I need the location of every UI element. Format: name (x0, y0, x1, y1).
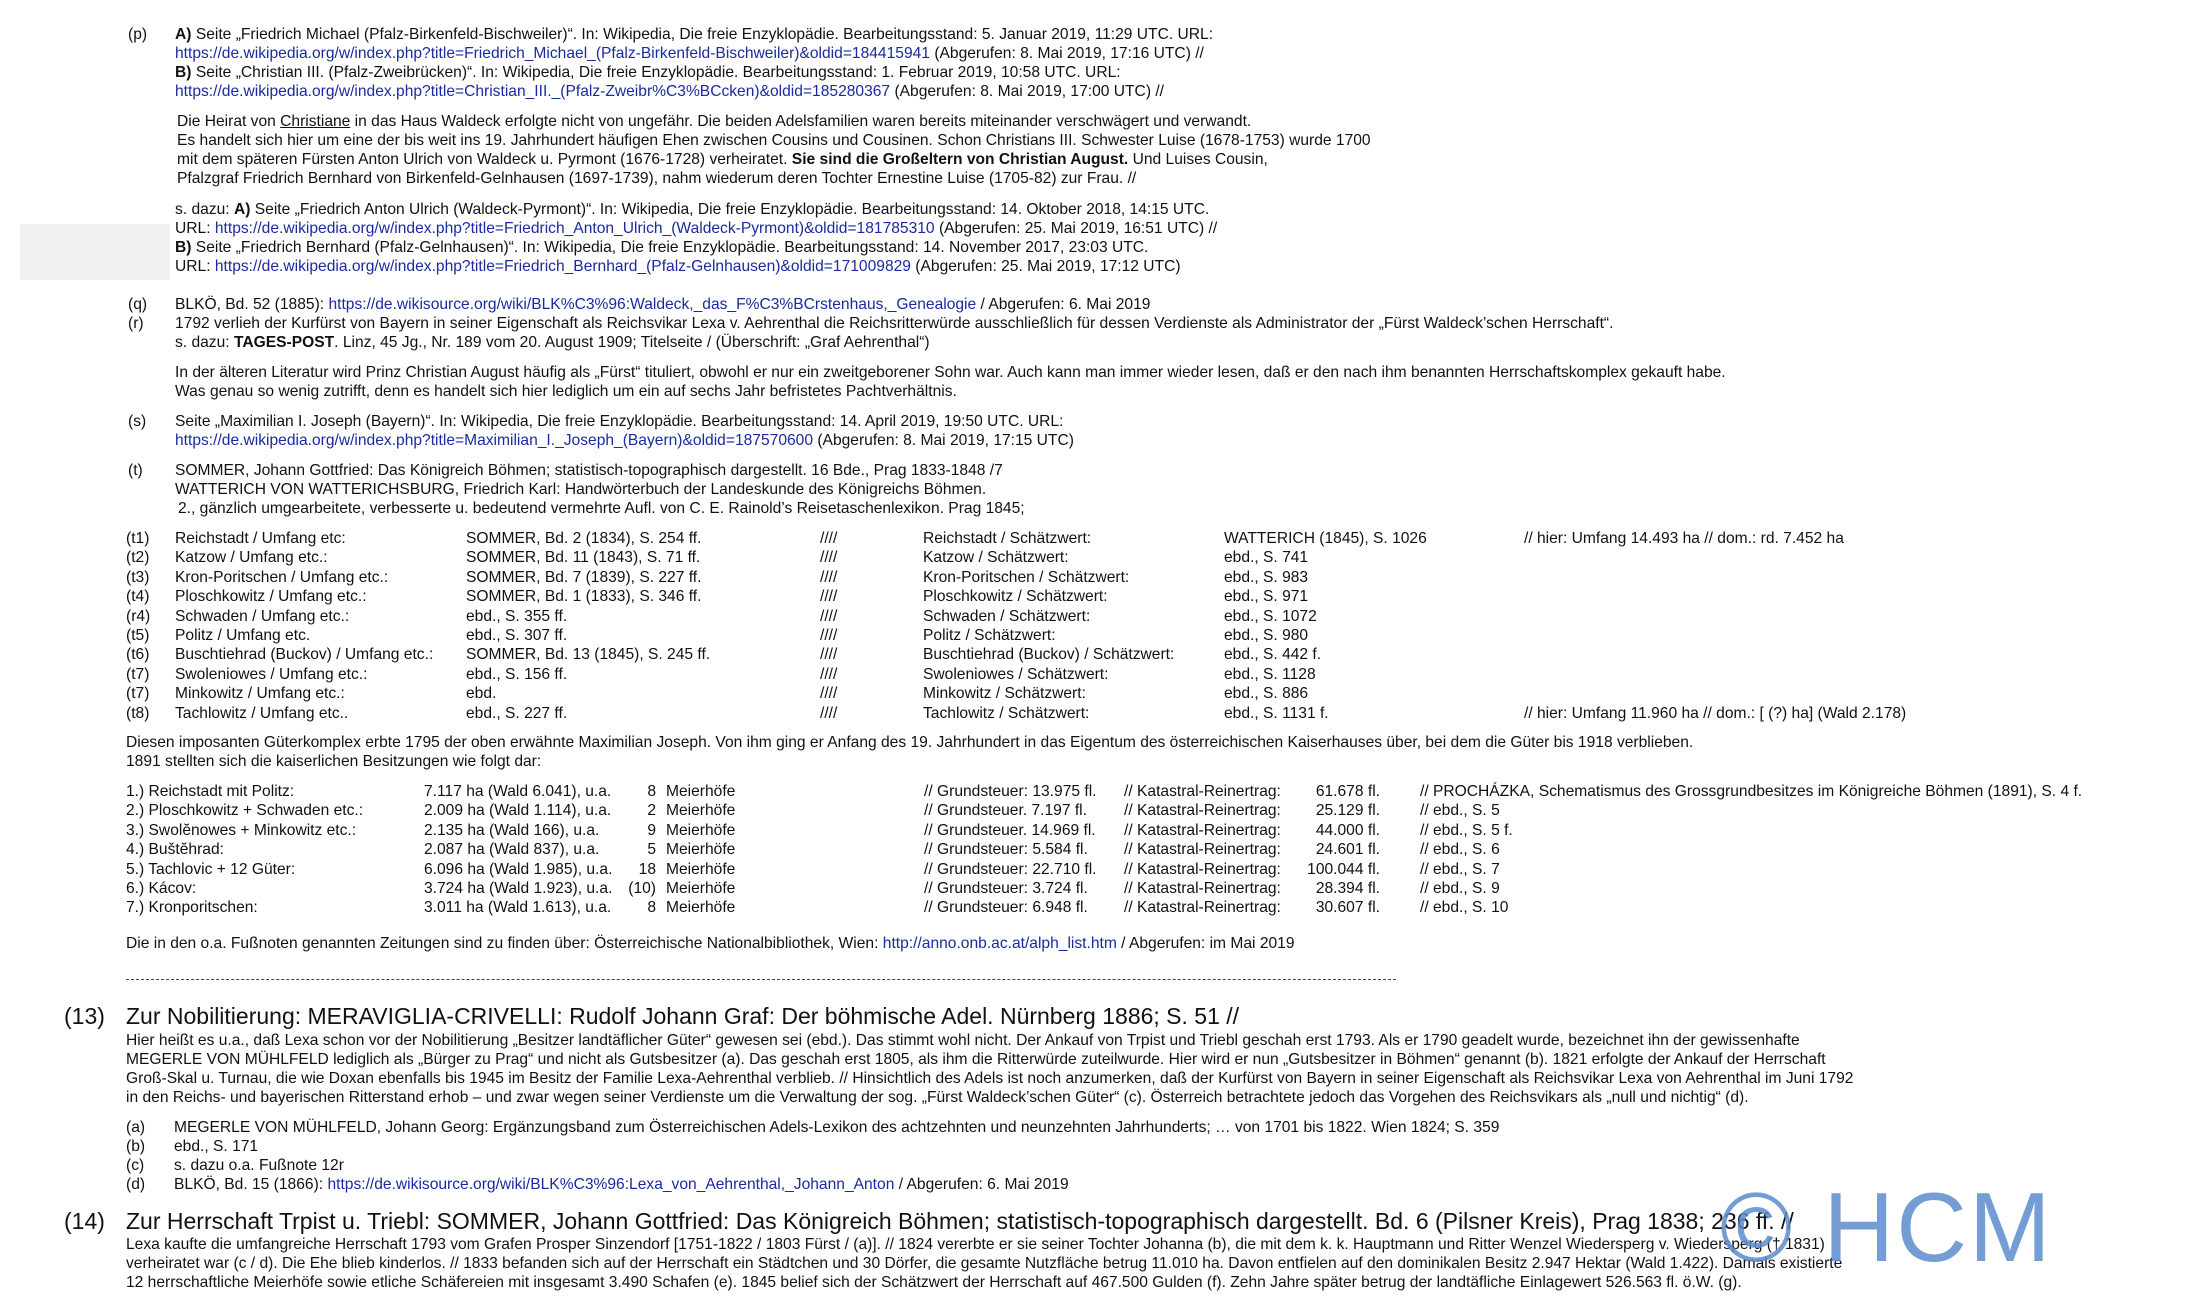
p-sdazu-a (175, 201, 1209, 219)
footnote-14-heading: Zur Herrschaft Trpist u. Triebl: SOMMER, Johann Gottfried: Das Königreich Böhmen; statistisch-topographisch dargestellt. Bd. 6 (Pilsner Kreis), Prag 1838; 236 ff. // (126, 1208, 1794, 1234)
t-row-note: // hier: Umfang 11.960 ha // dom.: [ (?) ha] (Wald 2.178) (1524, 704, 1907, 722)
t-row-separator: //// (820, 704, 838, 722)
estate-source: // ebd., S. 10 (1420, 899, 1509, 917)
p-b-after: (Abgerufen: 8. Mai 2019, 17:00 UTC) // (890, 83, 1165, 100)
link-maximilian-joseph[interactable]: https://de.wikipedia.org/w/index.php?title=Maximilian_I._Joseph_(Bayern)&oldid=187570600 (175, 432, 814, 449)
fn13-ref-b-label: (b) (126, 1138, 146, 1155)
fn14-line-3: 12 herrschaftliche Meierhöfe sowie etliche Schäfereien mit insgesamt 3.490 Schafen (e). 1845 belief sich der Schätzwert der Herrschaft auf 467.500 Gulden (f). Zehn Jahre später betrug der landtäfliche Einlagewert 526.563 fl. ö.W. (g). (126, 1274, 1742, 1291)
footnote-s-line-2 (175, 432, 1074, 450)
t-row-name2: Katzow / Schätzwert: (923, 549, 1069, 567)
link-anno-onb[interactable]: http://anno.onb.ac.at/alph_list.htm (882, 935, 1117, 952)
t-row-source: SOMMER, Bd. 7 (1839), S. 227 ff. (466, 568, 702, 586)
t-row-separator: //// (820, 549, 838, 567)
footnote-t-label: (t) (128, 462, 143, 479)
url-label: URL: (175, 220, 215, 237)
link-friedrich-anton-ulrich[interactable]: https://de.wikipedia.org/w/index.php?title=Friedrich_Anton_Ulrich_(Waldeck-Pyrmont)&oldid=181785310 (214, 220, 935, 237)
estate-grundsteuer: // Grundsteuer. 7.197 fl. (924, 802, 1087, 820)
estate-source: // ebd., S. 7 (1420, 860, 1500, 878)
r-line2-post: . Linz, 45 Jg., Nr. 189 vom 20. August 1909; Titelseite / (Überschrift: „Graf Aehrenthal“) (334, 334, 930, 351)
estate-katastral-label: // Katastral-Reinertrag: (1124, 783, 1281, 800)
t-row-separator: //// (820, 530, 838, 547)
estate-area: 2.087 ha (Wald 837), u.a. (424, 841, 600, 859)
background-shade (20, 224, 170, 280)
sdazu-a-after: (Abgerufen: 25. Mai 2019, 16:51 UTC) // (934, 220, 1218, 237)
footnote-s-label: (s) (128, 413, 147, 430)
t-row-name: Buschtiehrad (Buckov) / Umfang etc.: (175, 646, 434, 664)
t-row-source2: ebd., S. 971 (1224, 588, 1309, 606)
link-blko-lexa[interactable]: https://de.wikisource.org/wiki/BLK%C3%96:Lexa_von_Aehrenthal,_Johann_Anton (327, 1176, 895, 1193)
zeitungen-after: / Abgerufen: im Mai 2019 (1116, 935, 1295, 952)
p-paragraph-line-3 (177, 151, 1268, 169)
marker-b: B) (175, 64, 192, 81)
estate-grundsteuer: // Grundsteuer: 13.975 fl. (924, 783, 1097, 800)
t-row-source: ebd., S. 227 ff. (466, 704, 568, 722)
fn13-line-4: in den Reichs- und bayerischen Ritterstand erhob – und zwar wegen seiner Verdienste um die Verwaltung der sog. „Fürst Waldeck’schen Güter“ (c). Österreich betrachtete jedoch das Vorgehen des Reichsvikars als „null und nichtig“ (d). (126, 1089, 1749, 1106)
estate-area: 2.009 ha (Wald 1.114), u.a. (424, 802, 612, 820)
p-paragraph-line-2: Es handelt sich hier um eine der bis weit ins 19. Jahrhundert häufigen Ehen zwischen Cousins und Cousinen. Schon Christians III. Schwester Luise (1678-1753) wurde 1700 (177, 132, 1371, 149)
s-after: (Abgerufen: 8. Mai 2019, 17:15 UTC) (813, 432, 1074, 449)
estate-katastral-label: // Katastral-Reinertrag: (1124, 860, 1281, 878)
t-row-separator: //// (820, 607, 838, 625)
fn13-line-1: Hier heißt es u.a., daß Lexa schon vor der Nobilitierung „Besitzer landtäflicher Güter“ gewesen sei (ebd.). Das stimmt wohl nicht. Der Ankauf von Trpist und Triebl geschah erst 1793. Als er 1790 geadelt wurde, bezeichnet ihn der gewissenhafte (126, 1032, 1800, 1049)
t-row-separator: //// (820, 627, 838, 644)
estate-katastral-value: 100.044 fl. (1307, 860, 1380, 878)
sdazu-b-after: (Abgerufen: 25. Mai 2019, 17:12 UTC) (910, 258, 1181, 275)
t-row-name2: Schwaden / Schätzwert: (923, 607, 1091, 625)
p-para3-bold: Sie sind die Großeltern von Christian August. (791, 151, 1129, 168)
estate-katastral-value: 28.394 fl. (1315, 880, 1380, 897)
estate-katastral-value: 44.000 fl. (1315, 821, 1380, 839)
t-row-id: (t7) (126, 685, 150, 703)
fn13-ref-c-text: s. dazu o.a. Fußnote 12r (174, 1157, 344, 1174)
t-row-source2: ebd., S. 1131 f. (1224, 704, 1329, 722)
t-row-separator: //// (820, 685, 838, 703)
t-row-id: (t5) (126, 627, 150, 644)
t-row-source: SOMMER, Bd. 2 (1834), S. 254 ff. (466, 530, 702, 547)
estate-meierhoefe: Meierhöfe (666, 841, 736, 859)
t-row-name: Ploschkowitz / Umfang etc.: (175, 588, 367, 606)
estate-source: // ebd., S. 6 (1420, 841, 1500, 859)
t-row-name2: Minkowitz / Schätzwert: (923, 685, 1086, 703)
t-row-source: ebd. (466, 685, 497, 703)
estate-name: 6.) Kácov: (126, 880, 197, 897)
estate-katastral-value: 61.678 fl. (1315, 783, 1380, 800)
t-row-name: Minkowitz / Umfang etc.: (175, 685, 345, 703)
t-row-source2: ebd., S. 886 (1224, 685, 1309, 703)
t-row-id: (t8) (126, 704, 150, 722)
estate-meierhoefe: Meierhöfe (666, 802, 736, 820)
t-row-name: Schwaden / Umfang etc.: (175, 607, 350, 625)
estate-source: // ebd., S. 9 (1420, 880, 1500, 897)
footnote-r-line-2 (175, 334, 930, 352)
t-row-separator: //// (820, 588, 838, 606)
zeitungen-line (126, 935, 1295, 953)
q-after: / Abgerufen: 6. Mai 2019 (976, 296, 1151, 313)
zeitungen-pre: Die in den o.a. Fußnoten genannten Zeitungen sind zu finden über: Österreichische Nationalbibliothek, Wien: (126, 935, 883, 952)
estate-katastral-label: // Katastral-Reinertrag: (1124, 880, 1281, 897)
p-paragraph-line-4: Pfalzgraf Friedrich Bernhard von Birkenfeld-Gelnhausen (1697-1739), nahm wiederum deren Tochter Ernestine Luise (1705-82) zur Frau. // (177, 170, 1137, 187)
p-sdazu-b (175, 239, 1148, 257)
t-row-name2: Buschtiehrad (Buckov) / Schätzwert: (923, 646, 1175, 664)
estate-katastral-value: 25.129 fl. (1315, 802, 1380, 820)
footnote-14-number: (14) (64, 1208, 105, 1234)
t-row-name: Politz / Umfang etc. (175, 627, 311, 644)
estate-katastral-label: // Katastral-Reinertrag: (1124, 841, 1281, 859)
komplex-line-1: Diesen imposanten Güterkomplex erbte 1795 der oben erwähnte Maximilian Joseph. Von ihm ging er Anfang des 19. Jahrhundert in das Eigentum des österreichischen Kaiserhauses über, bei dem die Güter bis 1918 verblieben. (126, 734, 1694, 751)
komplex-line-2: 1891 stellten sich die kaiserlichen Besitzungen wie folgt dar: (126, 753, 542, 770)
p-sdazu-a-url (175, 220, 1217, 238)
link-blko-waldeck[interactable]: https://de.wikisource.org/wiki/BLK%C3%96:Waldeck,_das_F%C3%BCrstenhaus,_Genealogie (328, 296, 977, 313)
p-a-text: Seite „Friedrich Michael (Pfalz-Birkenfeld-Bischweiler)“. In: Wikipedia, Die freie Enzyklopädie. Bearbeitungsstand: 5. Januar 2019, 11:29 UTC. URL: (195, 26, 1214, 43)
estate-count: 18 (638, 860, 656, 878)
footnote-p-line-b-url (175, 83, 1164, 101)
r-paragraph-line-1: In der älteren Literatur wird Prinz Christian August häufig als „Fürst“ tituliert, obwohl er nur ein zweitgeborener Sohn war. Auch kann man immer wieder lesen, daß er den nach ihm benannten Herrschaftskomplex gekauft habe. (175, 364, 1726, 381)
p-para1-name: Christiane (280, 113, 351, 130)
t-row-name2: Swoleniowes / Schätzwert: (923, 665, 1109, 683)
footnote-p-label: (p) (128, 26, 148, 43)
estate-area: 6.096 ha (Wald 1.985), u.a. (424, 860, 613, 878)
footnote-t-line-1: SOMMER, Johann Gottfried: Das Königreich Böhmen; statistisch-topographisch dargestellt. 16 Bde., Prag 1833-1848 /7 (175, 462, 1003, 479)
t-row-name: Kron-Poritschen / Umfang etc.: (175, 568, 389, 586)
estate-grundsteuer: // Grundsteuer: 3.724 fl. (924, 880, 1088, 897)
footnote-r-line-1: 1792 verlieh der Kurfürst von Bayern in seiner Eigenschaft als Reichsvikar Lexa v. Aehrenthal die Reichsritterwürde ausschließlich für dessen Verdienste als Administrator der „Fürst Waldeck’schen Herrschaft“. (175, 315, 1614, 332)
estate-katastral-value: 24.601 fl. (1315, 841, 1380, 859)
fn13-ref-b-text: ebd., S. 171 (174, 1138, 259, 1155)
fn13-ref-d-after: / Abgerufen: 6. Mai 2019 (894, 1176, 1069, 1193)
t-row-name2: Politz / Schätzwert: (923, 627, 1056, 644)
estate-meierhoefe: Meierhöfe (666, 821, 736, 839)
r-paragraph-line-2: Was genau so wenig zutrifft, denn es handelt sich hier lediglich um ein auf sechs Jahr befristetes Pachtverhältnis. (175, 383, 957, 400)
p-sdazu-b-url (175, 258, 1181, 276)
estate-name: 4.) Buštĕhrad: (126, 841, 224, 859)
estate-count: 5 (647, 841, 656, 859)
estate-meierhoefe: Meierhöfe (666, 899, 736, 917)
r-line2-pre: s. dazu: (175, 334, 234, 351)
estate-grundsteuer: // Grundsteuer: 22.710 fl. (924, 860, 1097, 878)
url-label: URL: (175, 258, 215, 275)
p-para3-pre: mit dem späteren Fürsten Anton Ulrich von Waldeck u. Pyrmont (1676-1728) verheiratet. (177, 151, 792, 168)
estate-count: (10) (628, 880, 656, 897)
p-paragraph-line-1 (177, 113, 1251, 131)
fn14-line-1: Lexa kaufte die umfangreiche Herrschaft 1793 vom Grafen Prosper Sinzendorf [1751-1822 / 1803 Fürst / (a)]. // 1824 vererbte er sie seiner Tochter Johanna (b), die mit dem k. k. Hauptmann und Ritter Wenzel Wiedersperg v. Wiedersperg († 1831) (126, 1236, 1825, 1253)
estate-katastral-label: // Katastral-Reinertrag: (1124, 802, 1281, 820)
fn13-ref-d-text (174, 1176, 1069, 1194)
footnote-p-line-a-url (175, 45, 1204, 63)
t-row-source: ebd., S. 355 ff. (466, 607, 568, 625)
estate-name: 5.) Tachlovic + 12 Güter: (126, 860, 296, 878)
t-row-name2: Kron-Poritschen / Schätzwert: (923, 568, 1130, 586)
t-row-id: (t6) (126, 646, 150, 664)
estate-area: 3.724 ha (Wald 1.923), u.a. (424, 880, 613, 897)
estate-katastral-label: // Katastral-Reinertrag: (1124, 821, 1281, 839)
t-row-source2: ebd., S. 741 (1224, 549, 1309, 567)
footnote-13-number: (13) (64, 1003, 105, 1029)
t-row-id: (t4) (126, 588, 150, 606)
t-row-name2: Reichstadt / Schätzwert: (923, 530, 1092, 547)
t-row-id: (t2) (126, 549, 150, 567)
link-friedrich-bernhard[interactable]: https://de.wikipedia.org/w/index.php?title=Friedrich_Bernhard_(Pfalz-Gelnhausen)&oldid=171009829 (214, 258, 911, 275)
sdazu-b-text: Seite „Friedrich Bernhard (Pfalz-Gelnhausen)“. In: Wikipedia, Die freie Enzyklopädie. Bearbeitungsstand: 14. November 2017, 23:03 UTC. (191, 239, 1149, 256)
t-row-note: // hier: Umfang 14.493 ha // dom.: rd. 7.452 ha (1524, 530, 1844, 547)
footnote-r-label: (r) (128, 315, 144, 332)
fn13-line-3: Groß-Skal u. Turnau, die wie Doxan ebenfalls bis 1945 im Besitz der Familie Lexa-Aehrenthal verblieb. // Hinsichtlich des Adels ist noch anzumerken, daß der Kurfürst von Bayern in seiner Eigenschaft als Reichsvikar Lexa von Aehrenthal im Juni 1792 (126, 1070, 1854, 1087)
p-para1-pre: Die Heirat von (177, 113, 281, 130)
sdazu-marker-b: B) (175, 239, 192, 256)
hcm-watermark: © HCM (1720, 1172, 2053, 1282)
t-row-source2: ebd., S. 1128 (1224, 665, 1316, 683)
t-row-source: ebd., S. 307 ff. (466, 627, 568, 644)
t-row-name: Swoleniowes / Umfang etc.: (175, 665, 368, 683)
t-row-name2: Tachlowitz / Schätzwert: (923, 704, 1090, 722)
t-row-name2: Ploschkowitz / Schätzwert: (923, 588, 1108, 606)
t-row-source: SOMMER, Bd. 11 (1843), S. 71 ff. (466, 549, 701, 567)
estate-count: 8 (647, 783, 656, 800)
t-row-id: (r4) (126, 607, 151, 625)
estate-count: 2 (647, 802, 656, 820)
p-a-after: (Abgerufen: 8. Mai 2019, 17:16 UTC) // (929, 45, 1204, 62)
t-row-separator: //// (820, 646, 838, 664)
footnote-p-line-b (175, 64, 1121, 82)
link-friedrich-michael[interactable]: https://de.wikipedia.org/w/index.php?title=Friedrich_Michael_(Pfalz-Birkenfeld-Bischweiler)&oldid=184415941 (175, 45, 930, 62)
t-row-source2: WATTERICH (1845), S. 1026 (1224, 530, 1427, 547)
t-row-separator: //// (820, 568, 838, 586)
estate-area: 7.117 ha (Wald 6.041), u.a. (424, 783, 612, 800)
t-row-id: (t3) (126, 568, 150, 586)
fn13-ref-a-label: (a) (126, 1119, 146, 1136)
t-row-name: Tachlowitz / Umfang etc.. (175, 704, 349, 722)
fn13-ref-d-pre: BLKÖ, Bd. 15 (1866): (174, 1176, 328, 1193)
fn13-ref-c-label: (c) (126, 1157, 145, 1174)
q-pre: BLKÖ, Bd. 52 (1885): (175, 296, 329, 313)
sdazu-pre: s. dazu: (175, 201, 234, 218)
footnote-q-text (175, 296, 1150, 314)
p-b-text: Seite „Christian III. (Pfalz-Zweibrücken)“. In: Wikipedia, Die freie Enzyklopädie. Bearbeitungsstand: 1. Februar 2019, 10:58 UTC. URL: (195, 64, 1121, 81)
estate-name: 2.) Ploschkowitz + Schwaden etc.: (126, 802, 364, 820)
sdazu-a-text: Seite „Friedrich Anton Ulrich (Waldeck-Pyrmont)“. In: Wikipedia, Die freie Enzyklopädie. Bearbeitungsstand: 14. Oktober 2018, 14:15 UTC. (250, 201, 1210, 218)
sdazu-marker-a: A) (233, 201, 251, 218)
t-row-source2: ebd., S. 442 f. (1224, 646, 1322, 664)
t-row-source: SOMMER, Bd. 1 (1833), S. 346 ff. (466, 588, 702, 606)
estate-meierhoefe: Meierhöfe (666, 783, 736, 800)
fn13-line-2: MEGERLE VON MÜHLFELD lediglich als „Bürger zu Prag“ und nicht als Gutsbesitzer (a). Das geschah erst 1805, als ihm die Ritterwürde zuteilwurde. Hier wird er nun „Gutsbesitzer in Böhmen“ genannt (b). 1821 erfolgte der Ankauf der Herrschaft (126, 1051, 1826, 1068)
separator-line (126, 979, 1396, 980)
t-row-name: Katzow / Umfang etc.: (175, 549, 328, 567)
footnote-q-label: (q) (128, 296, 148, 313)
estate-count: 8 (647, 899, 656, 917)
t-row-id: (t7) (126, 665, 150, 683)
estate-grundsteuer: // Grundsteuer: 6.948 fl. (924, 899, 1088, 917)
t-row-source: ebd., S. 156 ff. (466, 665, 568, 683)
t-row-separator: //// (820, 665, 838, 683)
estate-source: // ebd., S. 5 f. (1420, 821, 1513, 839)
footnote-13-heading: Zur Nobilitierung: MERAVIGLIA-CRIVELLI: Rudolf Johann Graf: Der böhmische Adel. Nürnberg 1886; S. 51 // (126, 1003, 1240, 1029)
footnote-t-line-2: WATTERICH VON WATTERICHSBURG, Friedrich Karl: Handwörterbuch der Landeskunde des Königreichs Böhmen. (175, 481, 987, 498)
estate-area: 2.135 ha (Wald 166), u.a. (424, 821, 600, 839)
t-row-source2: ebd., S. 980 (1224, 627, 1309, 644)
t-row-id: (t1) (126, 530, 150, 547)
fn13-ref-a-text: MEGERLE VON MÜHLFELD, Johann Georg: Ergänzungsband zum Österreichischen Adels-Lexikon des achtzehnten und neunzehnten Jahrhunderts; … von 1701 bis 1822. Wien 1824; S. 359 (174, 1119, 1500, 1136)
estate-source: // PROCHÁZKA, Schematismus des Grossgrundbesitzes im Königreiche Böhmen (1891), S. 4 f. (1420, 783, 2083, 800)
marker-a: A) (175, 26, 192, 43)
t-row-source: SOMMER, Bd. 13 (1845), S. 245 ff. (466, 646, 711, 664)
footnote-t-line-3: 2., gänzlich umgearbeitete, verbesserte u. bedeutend vermehrte Aufl. von C. E. Rainold’s Reisetaschenlexikon. Prag 1845; (178, 500, 1025, 517)
p-para3-post: Und Luises Cousin, (1128, 151, 1268, 168)
estate-name: 1.) Reichstadt mit Politz: (126, 783, 295, 800)
estate-name: 7.) Kronporitschen: (126, 899, 258, 917)
fn13-ref-d-label: (d) (126, 1176, 146, 1193)
p-para1-post: in das Haus Waldeck erfolgte nicht von ungefähr. Die beiden Adelsfamilien waren bereits miteinander verschwägert und verwandt. (350, 113, 1252, 130)
estate-area: 3.011 ha (Wald 1.613), u.a. (424, 899, 612, 917)
link-christian-iii[interactable]: https://de.wikipedia.org/w/index.php?title=Christian_III._(Pfalz-Zweibr%C3%BCcken)&oldid=185280367 (175, 83, 891, 100)
estate-katastral-label: // Katastral-Reinertrag: (1124, 899, 1281, 917)
estate-meierhoefe: Meierhöfe (666, 880, 736, 897)
t-row-source2: ebd., S. 1072 (1224, 607, 1317, 625)
t-row-name: Reichstadt / Umfang etc: (175, 530, 346, 547)
footnote-s-line-1: Seite „Maximilian I. Joseph (Bayern)“. In: Wikipedia, Die freie Enzyklopädie. Bearbeitungsstand: 14. April 2019, 19:50 UTC. URL: (175, 413, 1064, 430)
estate-katastral-value: 30.607 fl. (1315, 899, 1380, 917)
estate-source: // ebd., S. 5 (1420, 802, 1500, 820)
fn14-line-2: verheiratet war (c / d). Die Ehe blieb kinderlos. // 1833 befanden sich auf der Herrschaft ein Städtchen und 30 Dörfer, die gesamte Nutzfläche betrug 11.010 ha. Davon entfielen auf den dominikalen Besitz 2.947 Hektar (Wald 1.422). Damals existierte (126, 1255, 1843, 1272)
t-row-source2: ebd., S. 983 (1224, 568, 1309, 586)
estate-grundsteuer: // Grundsteuer: 5.584 fl. (924, 841, 1088, 859)
estate-grundsteuer: // Grundsteuer. 14.969 fl. (924, 821, 1096, 839)
estate-count: 9 (647, 821, 656, 839)
estate-name: 3.) Swolĕnowes + Minkowitz etc.: (126, 821, 357, 839)
estate-meierhoefe: Meierhöfe (666, 860, 736, 878)
r-tagespost: TAGES-POST (233, 334, 335, 351)
footnote-p-line-a (175, 26, 1213, 44)
